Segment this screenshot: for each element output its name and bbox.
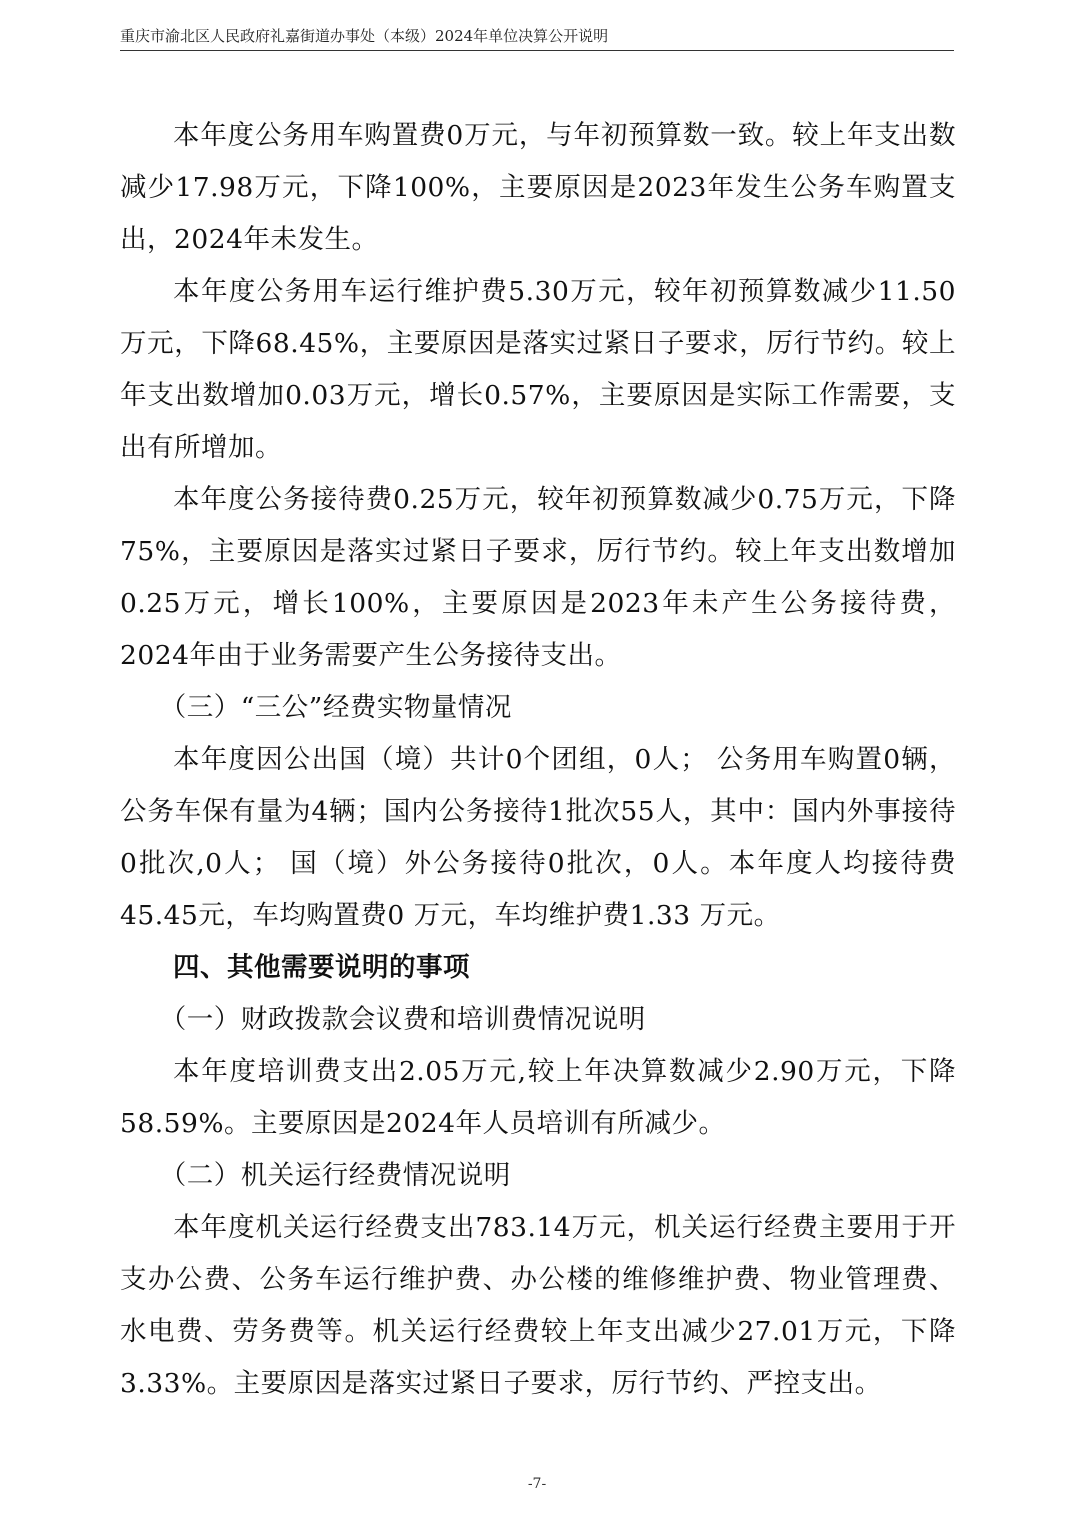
subsection-heading-operating-cost: （二）机关运行经费情况说明 [159, 1160, 511, 1191]
paragraph-operating-cost: 本年度机关运行经费支出783.14万元，机关运行经费主要用于开支办公费、公务车运行维护费、办公楼的维修维护费、物业管理费、水电费、劳务费等。机关运行经费较上年支出减少27.01万元，下降3.33%。主要原因是落实过紧日子要求，厉行节约、严控支出。 [120, 1212, 956, 1399]
section-heading-other-matters: 四、其他需要说明的事项 [173, 952, 470, 983]
section-heading-physical-quantity: （三）“三公”经费实物量情况 [159, 692, 512, 723]
subsection-heading-meeting-training: （一）财政拨款会议费和培训费情况说明 [159, 1004, 646, 1035]
paragraph-reception-cost: 本年度公务接待费0.25万元，较年初预算数减少0.75万元，下降75%，主要原因是落实过紧日子要求，厉行节约。较上年支出数增加0.25万元，增长100%，主要原因是2023年未产生公务接待费，2024年由于业务需要产生公务接待支出。 [120, 484, 956, 671]
paragraph-vehicle-maintenance: 本年度公务用车运行维护费5.30万元，较年初预算数减少11.50万元，下降68.45%，主要原因是落实过紧日子要求，厉行节约。较上年支出数增加0.03万元，增长0.57%，主要原因是实际工作需要，支出有所增加。 [120, 276, 956, 463]
paragraph-training-cost: 本年度培训费支出2.05万元,较上年决算数减少2.90万元，下降58.59%。主要原因是2024年人员培训有所减少。 [120, 1056, 956, 1139]
document-body [120, 110, 956, 1410]
paragraph-vehicle-purchase: 本年度公务用车购置费0万元，与年初预算数一致。较上年支出数减少17.98万元，下降100%，主要原因是2023年发生公务车购置支出，2024年未发生。 [120, 120, 956, 255]
paragraph-physical-quantity: 本年度因公出国（境）共计0个团组，0人； 公务用车购置0辆，公务车保有量为4辆；国内公务接待1批次55人，其中：国内外事接待0批次,0人； 国（境）外公务接待0批次，0人。本年度人均接待费45.45元，车均购置费0 万元，车均维护费1.33 万元。 [120, 744, 956, 931]
page-number: -7- [527, 1476, 547, 1492]
header-divider [120, 50, 954, 51]
document-header: 重庆市渝北区人民政府礼嘉街道办事处（本级）2024年单位决算公开说明 [120, 27, 609, 45]
